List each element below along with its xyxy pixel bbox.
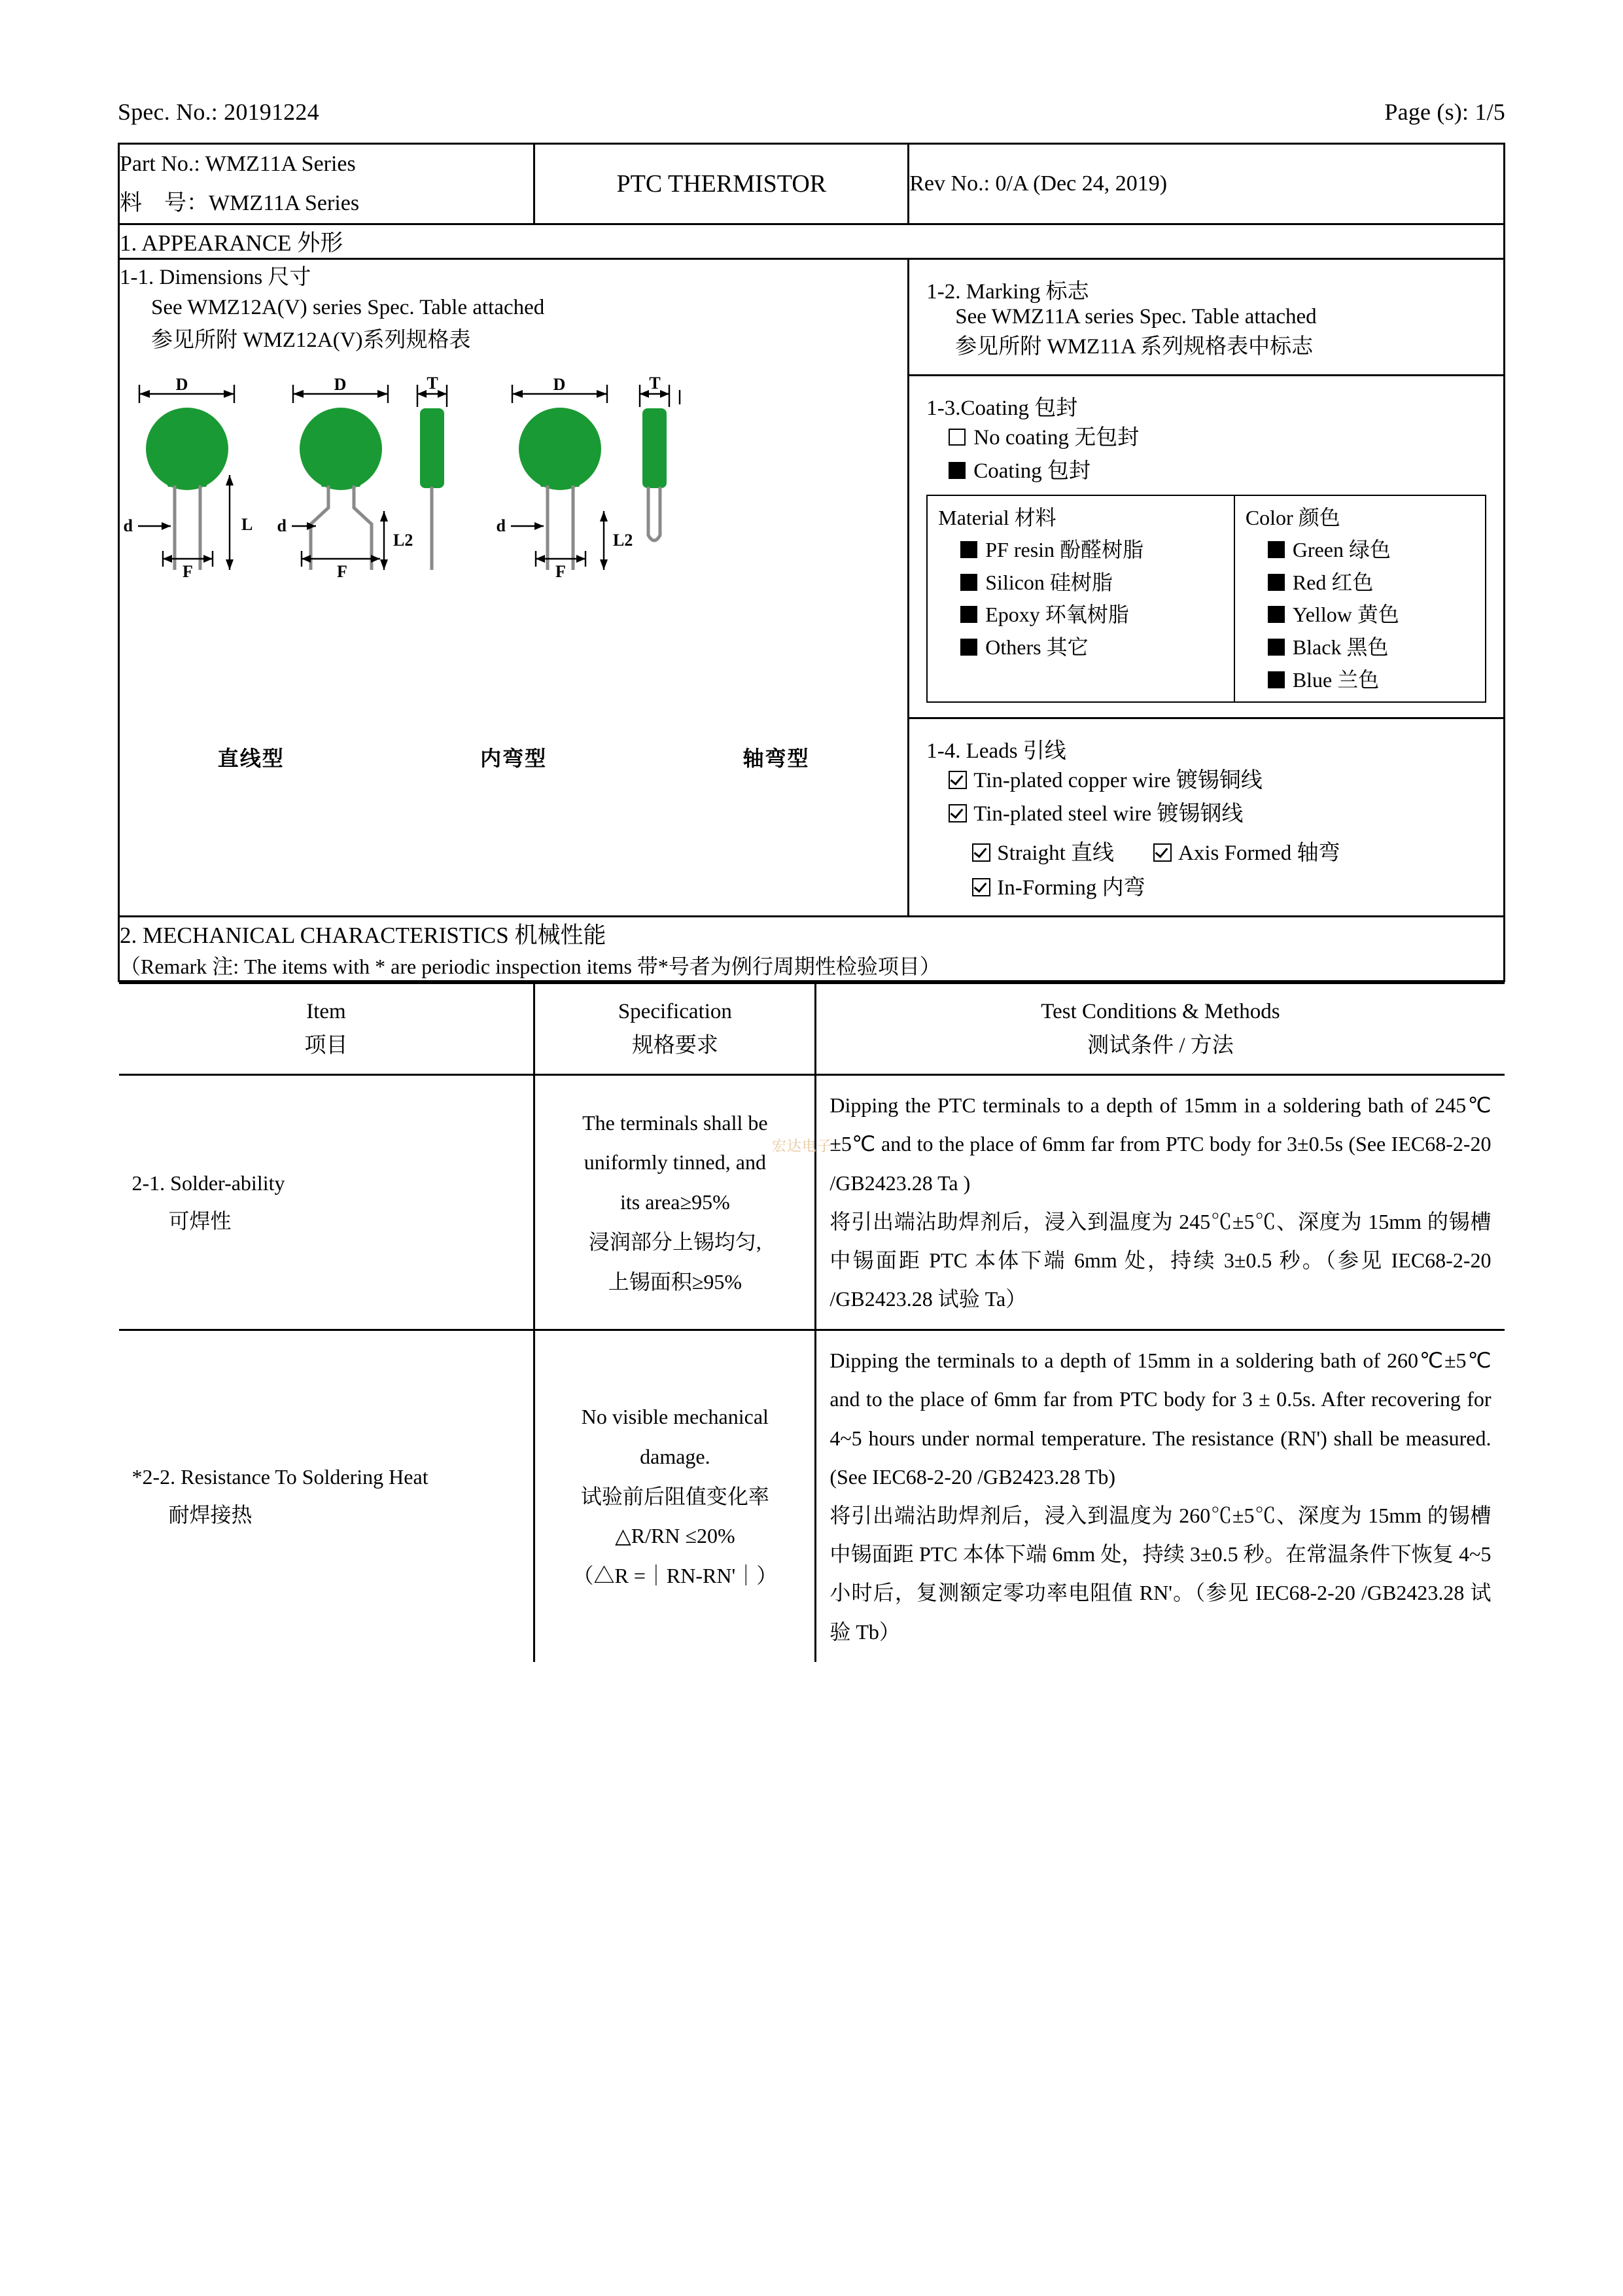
coating-option-label-1: Coating 包封 <box>973 459 1091 484</box>
color-header: Color 颜色 <box>1245 506 1340 530</box>
marking-title: 1-2. Marking 标志 <box>926 280 1089 304</box>
cond-en-1: Dipping the terminals to a depth of 15mm in a soldering bath of 260℃±5℃ and to the place of 6mm far from PTC body for 3 ± 0.5s. After recovering for 4~5 hours under normal temperature. The resistance (RN') shall be measured. (See IEC68-2-20 /GB2423.28 Tb) <box>829 1349 1492 1489</box>
svg-text:D: D <box>553 375 566 394</box>
marking-line-cn: 参见所附 WMZ11A 系列规格表中标志 <box>955 335 1314 359</box>
table-header-row <box>119 983 1505 1075</box>
spec-line-0-1: uniformly tinned, and <box>584 1150 766 1174</box>
material-label-2: Epoxy 环氧树脂 <box>985 603 1129 627</box>
color-label-3: Black 黑色 <box>1292 635 1389 660</box>
checkbox-green[interactable] <box>1268 541 1285 558</box>
dimensions-title: 1-1. Dimensions 尺寸 <box>120 266 311 289</box>
coating-option-coating[interactable] <box>926 455 1486 488</box>
drawing-labels <box>120 742 907 772</box>
leads-option-copper[interactable] <box>926 764 1486 798</box>
checkbox-straight[interactable] <box>972 843 990 862</box>
marking-block <box>909 260 1503 376</box>
mechanical-characteristics-table <box>119 982 1505 1662</box>
product-name: PTC THERMISTOR <box>616 170 827 198</box>
section1-heading-row <box>119 224 1505 259</box>
svg-text:L2: L2 <box>613 531 633 550</box>
svg-text:d: d <box>496 516 506 535</box>
color-option-black[interactable] <box>1246 631 1475 664</box>
leads-title: 1-4. Leads 引线 <box>926 739 1066 764</box>
checkbox-black[interactable] <box>1268 639 1285 656</box>
leads-form-label-2: In-Forming 内弯 <box>997 875 1145 900</box>
table-row <box>119 1075 1505 1330</box>
material-label-3: Others 其它 <box>985 635 1089 660</box>
dimensions-line-cn: 参见所附 WMZ12A(V)系列规格表 <box>151 328 471 352</box>
leads-option-steel[interactable] <box>926 798 1486 831</box>
checkbox-yellow[interactable] <box>1268 606 1285 623</box>
cond-cn-1: 将引出端沾助焊剂后，浸入到温度为 260℃±5℃、深度为 15mm 的锡槽中锡面距 PTC 本体下端 6mm 处，持续 3±0.5 秒。在常温条件下恢复 4~5 小时后，复测额定零功率电阻值 RN'。（参见 IEC68-2-20 /GB2423.28 试验 Tb） <box>829 1504 1492 1644</box>
section2-heading-cell <box>119 916 1505 981</box>
marking-line-en: See WMZ11A series Spec. Table attached <box>955 305 1317 328</box>
row-conditions-resistance-soldering-heat <box>816 1330 1505 1662</box>
color-column <box>1234 495 1486 702</box>
row-spec-resistance-soldering-heat <box>534 1330 816 1662</box>
color-label-0: Green 绿色 <box>1292 538 1391 562</box>
item-cn-0: 可焊性 <box>168 1209 232 1233</box>
drawing-label-straight: 直线型 <box>217 747 285 770</box>
cond-en-0: Dipping the PTC terminals to a depth of 15mm in a soldering bath of 245℃±5℃ and to the place of 6mm far from PTC body for 3±0.5s (See IEC68-2-20 /GB2423.28 Ta ) <box>829 1093 1492 1195</box>
coating-title: 1-3.Coating 包封 <box>926 397 1078 420</box>
dimension-drawings <box>120 370 907 737</box>
checkbox-tin-plated-steel[interactable] <box>949 804 967 822</box>
material-column <box>927 495 1234 702</box>
svg-text:L: L <box>241 515 253 534</box>
spec-line-0-2: its area≥95% <box>620 1190 730 1214</box>
title-block-row <box>119 144 1505 224</box>
coating-block <box>909 376 1503 719</box>
spec-line-1-1: damage. <box>640 1444 710 1468</box>
page-header <box>118 98 1505 126</box>
section2-remark: （Remark 注: The items with * are periodic inspection items 带*号者为例行周期性检验项目） <box>120 954 941 978</box>
svg-text:L2: L2 <box>393 531 413 550</box>
drawing-label-axis: 轴弯型 <box>742 747 810 770</box>
part-no-cell <box>119 144 534 224</box>
section2-heading: 2. MECHANICAL CHARACTERISTICS 机械性能 <box>120 922 606 948</box>
appearance-row <box>119 259 1505 917</box>
material-header: Material 材料 <box>938 506 1056 530</box>
material-label-0: PF resin 酚醛树脂 <box>985 538 1144 562</box>
dimensions-line-en: See WMZ12A(V) series Spec. Table attached <box>151 296 545 319</box>
material-option-silicon[interactable] <box>938 567 1223 599</box>
leads-label-1: Tin-plated steel wire 镀锡钢线 <box>973 802 1244 826</box>
section1-heading: 1. APPEARANCE 外形 <box>119 224 1505 259</box>
checkbox-others[interactable] <box>960 639 977 656</box>
spec-number: Spec. No.: 20191224 <box>118 99 319 125</box>
item-en-1: *2-2. Resistance To Soldering Heat <box>131 1465 428 1489</box>
table-row <box>119 1330 1505 1662</box>
color-option-yellow[interactable] <box>1246 599 1475 631</box>
part-no-cn: 料 号：WMZ11A Series <box>120 190 360 215</box>
checkbox-coating[interactable] <box>949 462 966 479</box>
column-header-item-en: Item <box>306 999 346 1023</box>
row-spec-solderability <box>534 1075 816 1330</box>
spec-line-1-3: △R/RN ≤20% <box>615 1524 735 1548</box>
svg-text:D: D <box>334 375 347 394</box>
checkbox-silicon[interactable] <box>960 574 977 591</box>
checkbox-tin-plated-copper[interactable] <box>949 771 967 789</box>
material-option-pf[interactable] <box>938 534 1223 567</box>
column-header-cond-cn: 测试条件 / 方法 <box>1087 1034 1234 1058</box>
color-label-2: Yellow 黄色 <box>1292 603 1399 627</box>
column-header-cond-en: Test Conditions & Methods <box>1041 999 1280 1023</box>
checkbox-blue[interactable] <box>1268 671 1285 688</box>
spec-line-1-2: 试验前后阻值变化率 <box>580 1484 769 1508</box>
coating-option-no-coating[interactable] <box>926 421 1486 455</box>
color-label-1: Red 红色 <box>1292 570 1374 594</box>
row-conditions-solderability <box>816 1075 1505 1330</box>
drawing-label-informing: 内弯型 <box>480 747 548 770</box>
material-option-epoxy[interactable] <box>938 599 1223 631</box>
svg-text:d: d <box>277 516 287 535</box>
svg-text:F: F <box>183 562 193 581</box>
svg-text:F: F <box>337 562 347 581</box>
color-option-blue[interactable] <box>1246 664 1475 697</box>
column-header-conditions <box>816 983 1505 1075</box>
color-option-red[interactable] <box>1246 567 1475 599</box>
column-header-item <box>119 983 534 1075</box>
checkbox-no-coating[interactable] <box>949 429 966 446</box>
column-header-specification <box>534 983 816 1075</box>
leads-block <box>909 719 1503 915</box>
part-no-en: Part No.: WMZ11A Series <box>120 152 356 176</box>
leads-form-straight[interactable] <box>972 836 1114 866</box>
color-label-4: Blue 兰色 <box>1292 667 1380 692</box>
item-cn-1: 耐焊接热 <box>168 1503 253 1527</box>
revision-text: Rev No.: 0/A (Dec 24, 2019) <box>909 171 1168 196</box>
svg-text:T: T <box>649 374 661 393</box>
checkbox-in-forming[interactable] <box>972 878 990 896</box>
row-item-resistance-soldering-heat <box>119 1330 534 1662</box>
page-number: Page (s): 1/5 <box>1384 99 1505 125</box>
leads-form-informing[interactable] <box>972 876 1145 900</box>
revision-cell <box>909 144 1505 224</box>
spec-line-1-0: No visible mechanical <box>581 1405 769 1428</box>
leads-form-label-1: Axis Formed 轴弯 <box>1178 841 1340 865</box>
checkbox-epoxy[interactable] <box>960 606 977 623</box>
coating-option-label-0: No coating 无包封 <box>973 426 1140 450</box>
column-header-spec-en: Specification <box>618 999 732 1023</box>
watermark-text: 宏达电子 <box>772 1138 833 1154</box>
spec-line-0-3: 浸润部分上锡均匀, <box>588 1230 761 1254</box>
leads-form-axis[interactable] <box>1153 836 1340 866</box>
checkbox-axis-formed[interactable] <box>1153 843 1172 862</box>
material-label-1: Silicon 硅树脂 <box>985 570 1113 594</box>
checkbox-red[interactable] <box>1268 574 1285 591</box>
svg-text:T: T <box>427 374 438 393</box>
cond-cn-0: 将引出端沾助焊剂后，浸入到温度为 245℃±5℃、深度为 15mm 的锡槽中锡面距 PTC 本体下端 6mm 处，持续 3±0.5 秒。（参见 IEC68-2-20 /GB2423.28 试验 Ta） <box>829 1209 1492 1311</box>
leads-form-label-0: Straight 直线 <box>997 841 1114 865</box>
svg-text:D: D <box>175 375 188 394</box>
main-table <box>118 143 1505 1662</box>
material-option-others[interactable] <box>938 631 1223 664</box>
item-en-0: 2-1. Solder-ability <box>131 1171 285 1195</box>
row-item-solderability <box>119 1075 534 1330</box>
product-name-cell <box>534 144 909 224</box>
column-header-item-cn: 项目 <box>304 1034 348 1058</box>
leads-label-0: Tin-plated copper wire 镀锡铜线 <box>973 769 1263 793</box>
svg-text:d: d <box>123 516 133 535</box>
material-color-table <box>926 495 1486 703</box>
spec-line-0-4: 上锡面积≥95% <box>608 1269 742 1294</box>
mech-table-row <box>119 981 1505 1662</box>
checkbox-pf-resin[interactable] <box>960 541 977 558</box>
ptc-shape-drawings-svg <box>120 370 892 737</box>
dimensions-cell <box>119 259 909 917</box>
spec-line-1-4: （△R =｜RN-RN'｜） <box>572 1564 778 1588</box>
appearance-right-cell <box>909 259 1505 917</box>
color-option-green[interactable] <box>1246 534 1475 567</box>
svg-text:F: F <box>555 562 566 581</box>
column-header-spec-cn: 规格要求 <box>631 1034 718 1058</box>
spec-line-0-0: The terminals shall be <box>582 1110 768 1135</box>
section2-heading-row <box>119 916 1505 981</box>
